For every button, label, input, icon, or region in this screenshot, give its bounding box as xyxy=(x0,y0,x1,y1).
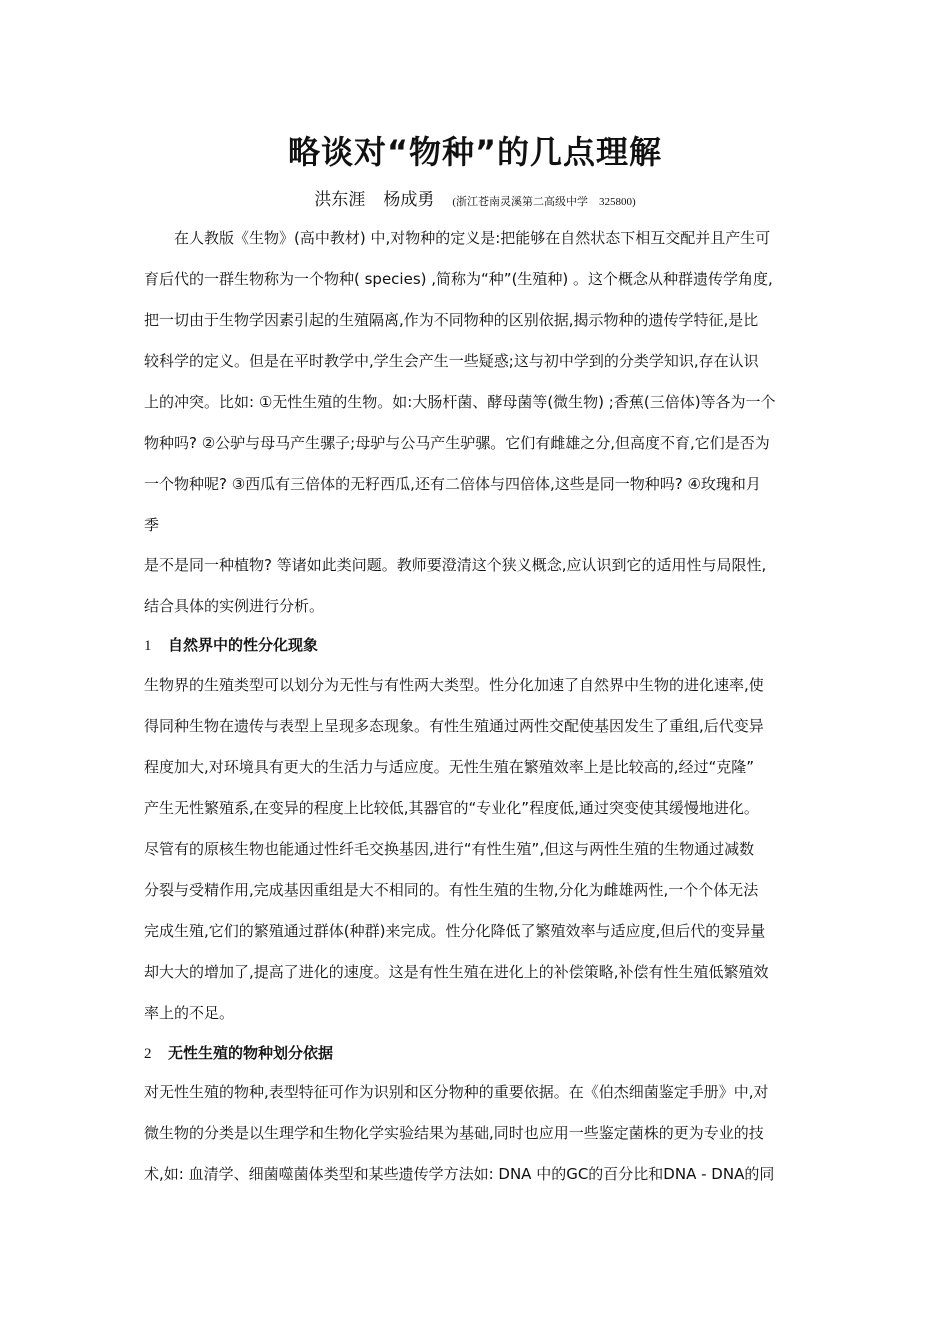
text-line: 程度加大,对环境具有更大的生活力与适应度。无性生殖在繁殖效率上是比较高的,经过“克隆” xyxy=(144,758,755,776)
text-line: 产生无性繁殖系,在变异的程度上比较低,其器官的“专业化”程度低,通过突变使其缓慢地进化。 xyxy=(144,799,759,817)
section-number: 1 xyxy=(144,638,152,654)
section-heading xyxy=(144,634,318,657)
text-line: 是不是同一种植物? 等诸如此类问题。教师要澄清这个狭义概念,应认识到它的适用性与局限性, xyxy=(144,556,767,574)
section-number: 2 xyxy=(144,1046,152,1062)
text-line: 季 xyxy=(144,516,160,534)
byline xyxy=(0,186,950,216)
text-line: 物种吗? ②公驴与母马产生骡子;母驴与公马产生驴骡。它们有雌雄之分,但高度不育,它们是否为 xyxy=(144,434,770,452)
text-line: 生物界的生殖类型可以划分为无性与有性两大类型。性分化加速了自然界中生物的进化速率,使 xyxy=(144,676,764,694)
text-line: 尽管有的原核生物也能通过性纤毛交换基因,进行“有性生殖”,但这与两性生殖的生物通过减数 xyxy=(144,840,755,858)
article-title: 略谈对“物种”的几点理解 xyxy=(287,133,663,171)
text-line: 完成生殖,它们的繁殖通过群体(种群)来完成。性分化降低了繁殖效率与适应度,但后代的变异量 xyxy=(144,922,766,940)
section-title: 无性生殖的物种划分依据 xyxy=(168,1044,334,1062)
section-title: 自然界中的性分化现象 xyxy=(168,636,319,654)
text-line: 却大大的增加了,提高了进化的速度。这是有性生殖在进化上的补偿策略,补偿有性生殖低繁殖效 xyxy=(144,963,769,981)
text-line: 育后代的一群生物称为一个物种( species) ,简称为“种”(生殖种) 。这个概念从种群遗传学角度, xyxy=(144,270,773,288)
author-affiliation: (浙江苍南灵溪第二高级中学 325800) xyxy=(452,196,636,208)
text-line: 分裂与受精作用,完成基因重组是大不相同的。有性生殖的生物,分化为雌雄两性,一个个体无法 xyxy=(144,881,759,899)
text-line: 一个物种呢? ③西瓜有三倍体的无籽西瓜,还有二倍体与四倍体,这些是同一物种吗? ④玫瑰和月 xyxy=(144,475,761,493)
text-line: 把一切由于生物学因素引起的生殖隔离,作为不同物种的区别依据,揭示物种的遗传学特征,是比 xyxy=(144,311,759,329)
text-line: 在人教版《生物》(高中教材) 中,对物种的定义是:把能够在自然状态下相互交配并且产生可 xyxy=(174,229,771,247)
text-line: 得同种生物在遗传与表型上呈现多态现象。有性生殖通过两性交配使基因发生了重组,后代变异 xyxy=(144,717,764,735)
text-line: 微生物的分类是以生理学和生物化学实验结果为基础,同时也应用一些鉴定菌株的更为专业的技 xyxy=(144,1124,764,1142)
text-line: 结合具体的实例进行分析。 xyxy=(144,597,325,615)
text-line: 率上的不足。 xyxy=(144,1004,235,1022)
text-line: 上的冲突。比如: ①无性生殖的生物。如:大肠杆菌、酵母菌等(微生物) ;香蕉(三倍体)等各为一个 xyxy=(144,393,776,411)
author-name: 杨成勇 xyxy=(383,190,435,210)
text-line: 术,如: 血清学、细菌噬菌体类型和某些遗传学方法如: DNA 中的GC的百分比和DNA - DNA的同 xyxy=(144,1165,775,1183)
section-heading xyxy=(144,1042,333,1065)
text-line: 对无性生殖的物种,表型特征可作为识别和区分物种的重要依据。在《伯杰细菌鉴定手册》中,对 xyxy=(144,1083,769,1101)
author-name: 洪东涯 xyxy=(314,190,366,210)
text-line: 较科学的定义。但是在平时教学中,学生会产生一些疑惑;这与初中学到的分类学知识,存在认识 xyxy=(144,352,759,370)
